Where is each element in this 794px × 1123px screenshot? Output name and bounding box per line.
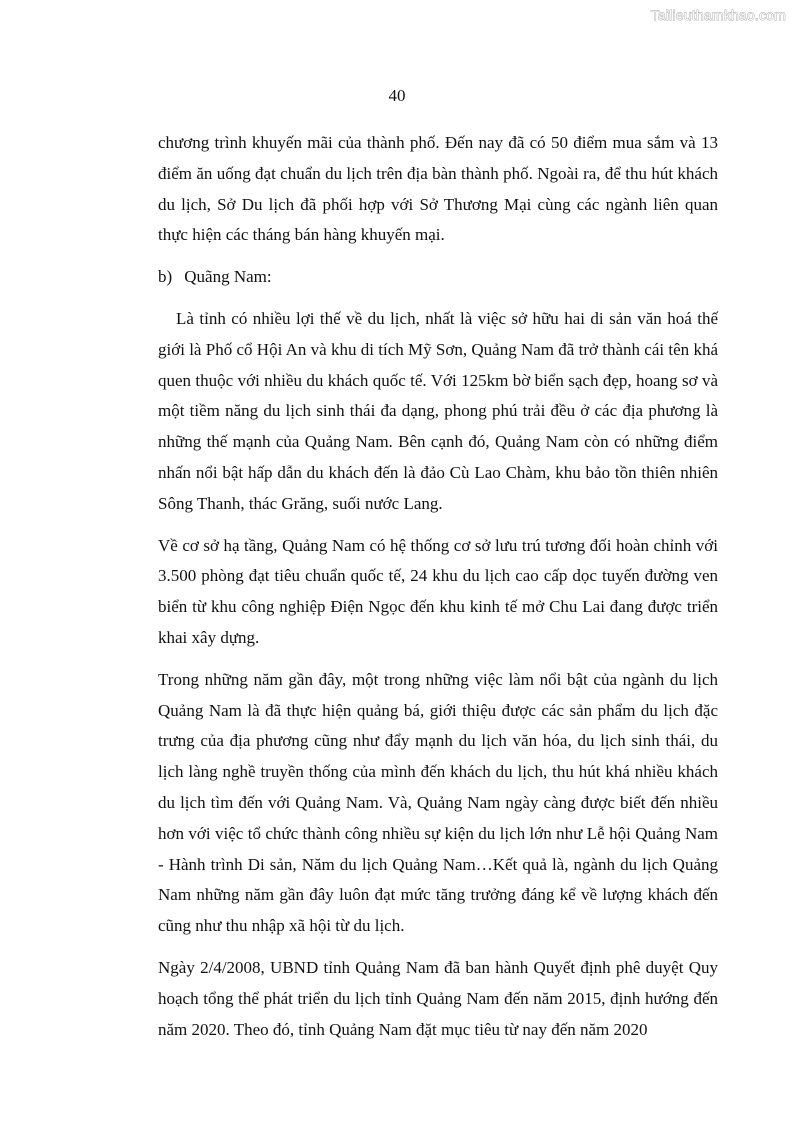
page-number: 40 bbox=[388, 86, 406, 105]
paragraph-4: Trong những năm gần đây, một trong những việc làm nổi bật của ngành du lịch Quảng Nam là đã thực hiện quảng bá, giới thiệu được các sản phẩm du lịch đặc trưng của địa phương cũng như đẩy mạnh du lịch văn hóa, du lịch sinh thái, du lịch làng nghề truyền thống của mình đến khách du lịch, thu hút khá nhiều khách du lịch tìm đến với Quảng Nam. Và, Quảng Nam ngày càng được biết đến nhiều hơn với việc tổ chức thành công nhiều sự kiện du lịch lớn như Lễ hội Quảng Nam - Hành trình Di sản, Năm du lịch Quảng Nam…Kết quả là, ngành du lịch Quảng Nam những năm gần đây luôn đạt mức tăng trưởng đáng kể về lượng khách đến cũng như thu nhập xã hội từ du lịch. bbox=[158, 669, 718, 936]
watermark-text: Tailieuthamkhao.com bbox=[650, 7, 786, 23]
paragraph-1: chương trình khuyến mãi của thành phố. Đến nay đã có 50 điểm mua sắm và 13 điểm ăn uống đạt chuẩn du lịch trên địa bàn thành phố. Ngoài ra, để thu hút khách du lịch, Sở Du lịch đã phối hợp với Sở Thương Mại cùng các ngành liên quan thực hiện các tháng bán hàng khuyến mại. bbox=[158, 133, 718, 245]
section-heading bbox=[158, 262, 718, 293]
paragraph-5: Ngày 2/4/2008, UBND tỉnh Quảng Nam đã ban hành Quyết định phê duyệt Quy hoạch tổng thể phát triển du lịch tỉnh Quảng Nam đến năm 2015, định hướng đến năm 2020. Theo đó, tỉnh Quảng Nam đặt mục tiêu từ nay đến năm 2020 bbox=[158, 957, 718, 1039]
document-body bbox=[158, 128, 718, 1045]
paragraph-3: Về cơ sở hạ tầng, Quảng Nam có hệ thống cơ sở lưu trú tương đối hoàn chỉnh với 3.500 phòng đạt tiêu chuẩn quốc tế, 24 khu du lịch cao cấp dọc tuyến đường ven biển từ khu công nghiệp Điện Ngọc đến khu kinh tế mở Chu Lai đang được triển khai xây dựng. bbox=[158, 535, 718, 647]
paragraph-2: Là tỉnh có nhiều lợi thế về du lịch, nhất là việc sở hữu hai di sản văn hoá thế giới là Phố cổ Hội An và khu di tích Mỹ Sơn, Quảng Nam đã trở thành cái tên khá quen thuộc với nhiều du khách quốc tế. Với 125km bờ biển sạch đẹp, hoang sơ và một tiềm năng du lịch sinh thái đa dạng, phong phú trải đều ở các địa phương là những thế mạnh của Quảng Nam. Bên cạnh đó, Quảng Nam còn có những điểm nhấn nổi bật hấp dẫn du khách đến là đảo Cù Lao Chàm, khu bảo tồn thiên nhiên Sông Thanh, thác Grăng, suối nước Lang. bbox=[158, 308, 718, 513]
section-heading-marker: b) bbox=[158, 267, 173, 287]
section-heading-text: Quãng Nam: bbox=[184, 267, 272, 287]
